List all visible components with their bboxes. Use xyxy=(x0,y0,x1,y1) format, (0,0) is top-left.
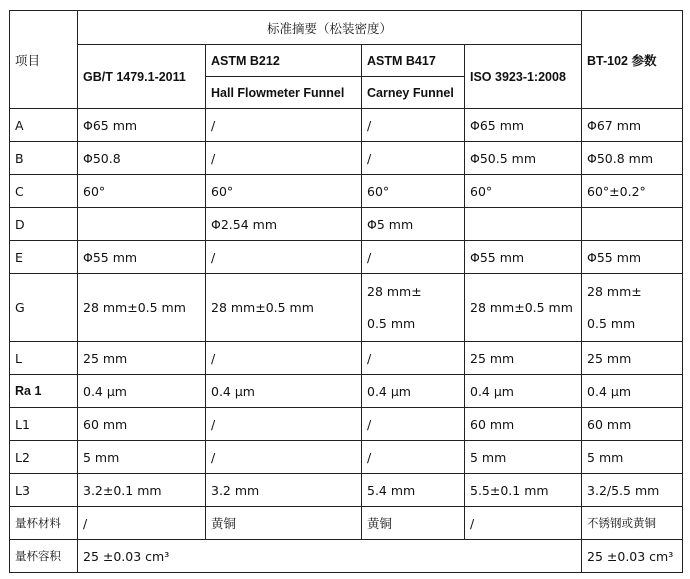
standard-sub-hall: Hall Flowmeter Funnel xyxy=(206,77,362,109)
group-title: 标准摘要（松装密度） xyxy=(78,11,582,45)
table-cell: 不锈钢或黄铜 xyxy=(582,507,683,540)
table-cell: / xyxy=(206,109,362,142)
table-cell: / xyxy=(206,408,362,441)
table-cell: 5 mm xyxy=(582,441,683,474)
row-label: A xyxy=(10,109,78,142)
table-cell: 60 mm xyxy=(78,408,206,441)
table-cell: 5.4 mm xyxy=(362,474,465,507)
table-cell: / xyxy=(362,342,465,375)
table-cell xyxy=(78,208,206,241)
table-row xyxy=(10,109,683,142)
table-cell: 28 mm±0.5 mm xyxy=(465,274,582,342)
table-cell xyxy=(582,208,683,241)
table-cell: 60° xyxy=(206,175,362,208)
bt-volume-value: 25 ±0.03 cm³ xyxy=(582,540,683,573)
table-cell: 28 mm±0.5 mm xyxy=(78,274,206,342)
volume-value: 25 ±0.03 cm³ xyxy=(78,540,582,573)
table-cell: 3.2±0.1 mm xyxy=(78,474,206,507)
table-cell: / xyxy=(206,142,362,175)
table-cell: 60° xyxy=(362,175,465,208)
table-cell: Φ65 mm xyxy=(78,109,206,142)
table-cell: 0.4 μm xyxy=(465,375,582,408)
row-label: 量杯材料 xyxy=(10,507,78,540)
standards-comparison-table xyxy=(9,10,683,573)
standard-sub-carney: Carney Funnel xyxy=(362,77,465,109)
table-cell: Φ65 mm xyxy=(465,109,582,142)
standard-header-astm-b417: ASTM B417 xyxy=(362,45,465,77)
table-cell: Φ50.8 xyxy=(78,142,206,175)
table-cell: 60° xyxy=(78,175,206,208)
table-cell: / xyxy=(465,507,582,540)
table-cell: 5 mm xyxy=(465,441,582,474)
table-cell: 0.4 μm xyxy=(206,375,362,408)
table-row xyxy=(10,507,683,540)
table-cell: / xyxy=(362,109,465,142)
table-row xyxy=(10,175,683,208)
row-label: C xyxy=(10,175,78,208)
table-cell: / xyxy=(362,241,465,274)
table-row xyxy=(10,142,683,175)
standard-header-astm-b212: ASTM B212 xyxy=(206,45,362,77)
table-cell: 28 mm±0.5 mm xyxy=(206,274,362,342)
table-cell: 0.4 μm xyxy=(582,375,683,408)
item-header: 项目 xyxy=(10,11,78,109)
table-cell xyxy=(465,208,582,241)
table-cell: 60°±0.2° xyxy=(582,175,683,208)
row-label: B xyxy=(10,142,78,175)
table-cell: Φ2.54 mm xyxy=(206,208,362,241)
table-cell: 28 mm± 0.5 mm xyxy=(582,274,683,342)
table-cell: 黄铜 xyxy=(362,507,465,540)
table-cell: Φ5 mm xyxy=(362,208,465,241)
table-row xyxy=(10,241,683,274)
standard-header-gbt: GB/T 1479.1-2011 xyxy=(78,45,206,109)
table-row xyxy=(10,441,683,474)
table-cell: Φ67 mm xyxy=(582,109,683,142)
table-cell: / xyxy=(206,241,362,274)
table-cell: / xyxy=(206,342,362,375)
row-label: D xyxy=(10,208,78,241)
table-cell: 黄铜 xyxy=(206,507,362,540)
table-cell: 25 mm xyxy=(582,342,683,375)
table-row xyxy=(10,342,683,375)
bt-header: BT-102 参数 xyxy=(582,11,683,109)
table-row xyxy=(10,408,683,441)
row-label: G xyxy=(10,274,78,342)
table-cell: 60 mm xyxy=(582,408,683,441)
table-cell: 0.4 μm xyxy=(362,375,465,408)
table-cell: / xyxy=(362,408,465,441)
table-cell: / xyxy=(78,507,206,540)
table-cell: / xyxy=(206,441,362,474)
table-cell: Φ50.5 mm xyxy=(465,142,582,175)
row-label: L1 xyxy=(10,408,78,441)
table-row xyxy=(10,208,683,241)
row-label: L2 xyxy=(10,441,78,474)
table-cell: 5.5±0.1 mm xyxy=(465,474,582,507)
table-row xyxy=(10,474,683,507)
table-cell: 60 mm xyxy=(465,408,582,441)
row-label: L xyxy=(10,342,78,375)
table-cell: Φ55 mm xyxy=(78,241,206,274)
table-row-volume xyxy=(10,540,683,573)
table-cell: Φ55 mm xyxy=(582,241,683,274)
table-cell: / xyxy=(362,441,465,474)
table-cell: 25 mm xyxy=(465,342,582,375)
standard-header-iso: ISO 3923-1:2008 xyxy=(465,45,582,109)
table-cell: 5 mm xyxy=(78,441,206,474)
row-label: E xyxy=(10,241,78,274)
table-row xyxy=(10,375,683,408)
table-row xyxy=(10,274,683,342)
row-label: 量杯容积 xyxy=(10,540,78,573)
table-cell: / xyxy=(362,142,465,175)
row-label: L3 xyxy=(10,474,78,507)
row-label: Ra 1 xyxy=(10,375,78,408)
table-cell: 0.4 μm xyxy=(78,375,206,408)
table-cell: 3.2/5.5 mm xyxy=(582,474,683,507)
table-cell: Φ50.8 mm xyxy=(582,142,683,175)
table-cell: 60° xyxy=(465,175,582,208)
table-cell: 28 mm± 0.5 mm xyxy=(362,274,465,342)
table-cell: Φ55 mm xyxy=(465,241,582,274)
table-cell: 25 mm xyxy=(78,342,206,375)
table-cell: 3.2 mm xyxy=(206,474,362,507)
